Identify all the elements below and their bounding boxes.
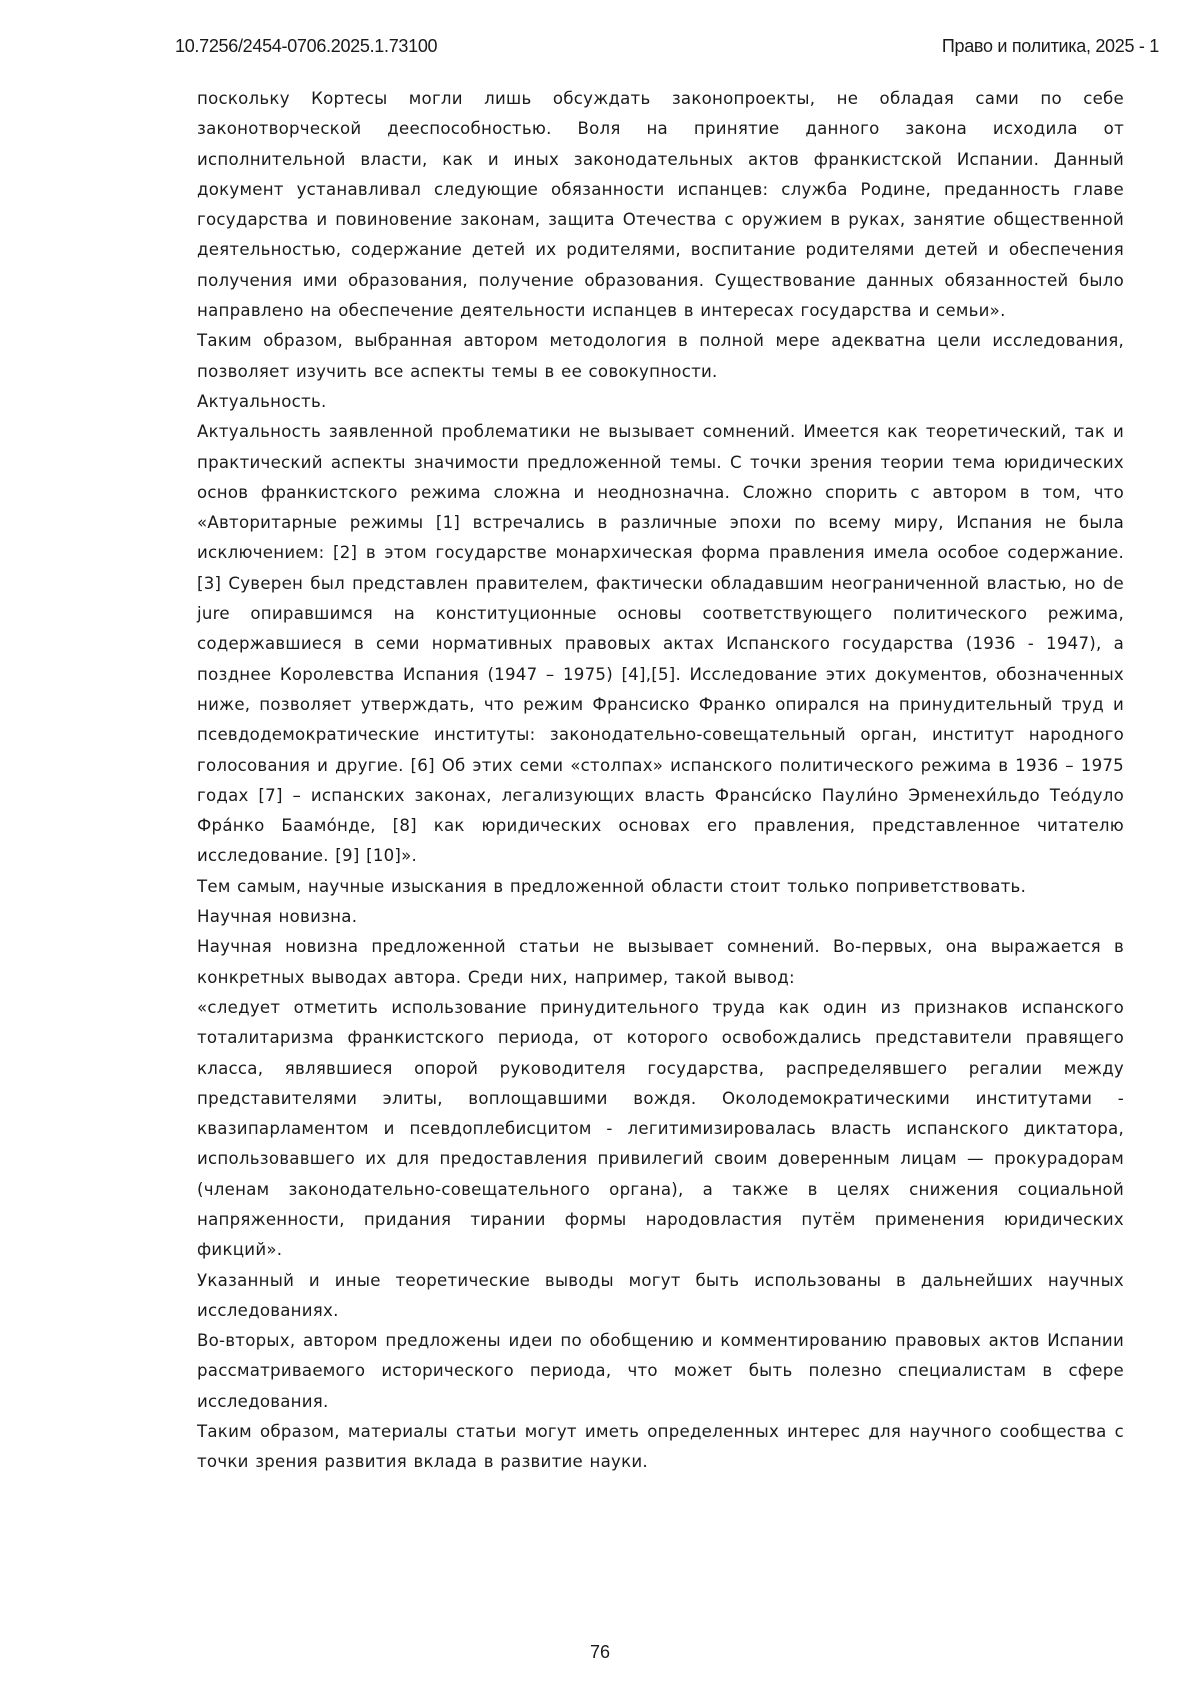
paragraph: Тем самым, научные изыскания в предложенной области стоит только поприветствовать. xyxy=(197,876,1027,896)
paragraph: Указанный и иные теоретические выводы могут быть использованы в дальнейших научных исследованиях. xyxy=(197,1270,1124,1320)
paragraph: Во-вторых, автором предложены идеи по обобщению и комментированию правовых актов Испании рассматриваемого исторического периода, что может быть полезно специалистам в сфере исследования. xyxy=(197,1331,1124,1411)
page-number: 76 xyxy=(589,1642,611,1662)
section-heading-novelty: Научная новизна. xyxy=(197,907,358,927)
section-heading-relevance: Актуальность. xyxy=(197,391,327,411)
paragraph: поскольку Кортесы могли лишь обсуждать законопроекты, не обладая сами по себе законотворческой дееспособностью. Воля на принятие данного закона исходила от исполнительной власти, как и иных законодательных актов франкистской Испании. Данный документ устанавливал следующие обязанности испанцев: служба Родине, преданность главе государства и повиновение законам, защита Отечества с оружием в руках, занятие общественной деятельностью, содержание детей их родителями, воспитание родителями детей и обеспечения получения ими образования, получение образования. Существование данных обязанностей было направлено на обеспечение деятельности испанцев в интересах государства и семьи». xyxy=(197,89,1124,321)
paragraph: Таким образом, материалы статьи могут иметь определенных интерес для научного сообщества с точки зрения развития вклада в развитие науки. xyxy=(197,1422,1124,1472)
paragraph: Актуальность заявленной проблематики не вызывает сомнений. Имеется как теоретический, так и практический аспекты значимости предложенной темы. С точки зрения теории тема юридических основ франкистского режима сложна и неоднозначна. Сложно спорить с автором в том, что «Авторитарные режимы [1] встречались в различные эпохи по всему миру, Испания не была исключением: [2] в этом государстве монархическая форма правления имела особое содержание. [3] Суверен был представлен правителем, фактически обладавшим неограниченной властью, но de jure опиравшимся на конституционные основы соответствующего политического режима, содержавшиеся в семи нормативных правовых актах Испанского государства (1936 - 1947), а позднее Королевства Испания (1947 – 1975) [4],[5]. Исследование этих документов, обозначенных ниже, позволяет утверждать, что режим Франсиско Франко опирался на принудительный труд и псевдодемократические институты: законодательно-совещательный орган, институт народного голосования и другие. [6] Об этих семи «столпах» испанского политического режима в 1936 – 1975 годах [7] – испанских законах, легализующих власть Франси́ско Паули́но Эрменехи́льдо Тео́дуло Фра́нко Баамо́нде, [8] как юридических основах его правления, представленное читателю исследование. [9] [10]». xyxy=(197,422,1124,866)
header-doi: 10.7256/2454-0706.2025.1.73100 xyxy=(175,36,438,56)
quote-paragraph: «следует отметить использование принудительного труда как один из признаков испанского тоталитаризма франкистского периода, от которого освобождались представители правящего класса, являвшиеся опорой руководителя государства, распределявшего регалии между представителями элиты, воплощавшими вождя. Околодемократическими институтами - квазипарламентом и псевдоплебисцитом - легитимизировалась власть испанского диктатора, использовавшего их для предоставления привилегий своим доверенным лицам — прокурадорам (членам законодательно-совещательного органа), а также в целях снижения социальной напряженности, придания тирании формы народовластия путём применения юридических фикций». xyxy=(197,997,1124,1260)
paragraph: Таким образом, выбранная автором методология в полной мере адекватна цели исследования, позволяет изучить все аспекты темы в ее совокупности. xyxy=(197,331,1124,381)
paragraph: Научная новизна предложенной статьи не вызывает сомнений. Во-первых, она выражается в конкретных выводах автора. Среди них, например, такой вывод: xyxy=(197,937,1124,987)
body-text xyxy=(197,84,1124,1478)
header-journal: Право и политика, 2025 - 1 xyxy=(941,36,1159,56)
